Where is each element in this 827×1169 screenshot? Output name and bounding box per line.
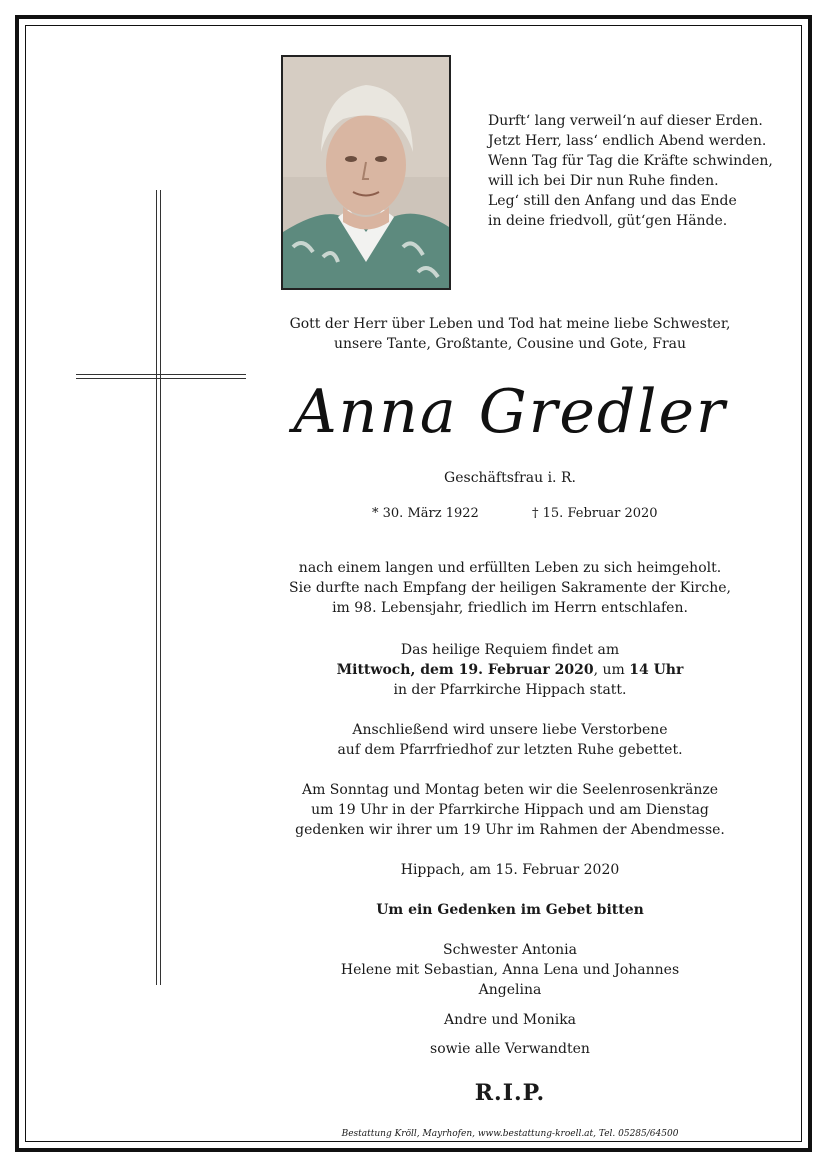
deceased-name: Anna Gredler bbox=[293, 377, 727, 447]
cross-icon-vertical-line bbox=[160, 190, 161, 985]
burial-line: auf dem Pfarrfriedhof zur letzten Ruhe gebettet. bbox=[337, 742, 683, 758]
rosary-line: um 19 Uhr in der Pfarrkirche Hippach und am Dienstag bbox=[311, 802, 709, 818]
mourner-line: Angelina bbox=[478, 982, 542, 998]
birth-date: * 30. März 1922 bbox=[372, 506, 479, 521]
funeral-home-footer: Bestattung Kröll, Mayrhofen, www.bestattung-kroell.at, Tel. 05285/64500 bbox=[341, 1129, 679, 1139]
cross-icon-horizontal-line bbox=[76, 378, 246, 379]
poem-line: will ich bei Dir nun Ruhe finden. bbox=[488, 173, 719, 189]
portrait-photo bbox=[281, 55, 451, 290]
requiem-datetime bbox=[270, 660, 750, 680]
rosary-line: gedenken wir ihrer um 19 Uhr im Rahmen der Abendmesse. bbox=[295, 822, 725, 838]
requiem-text bbox=[270, 640, 750, 700]
portrait-illustration bbox=[283, 57, 449, 288]
rip-heading: R.I.P. bbox=[474, 1080, 546, 1106]
place-date: Hippach, am 15. Februar 2020 bbox=[400, 862, 620, 878]
mourner-line: Helene mit Sebastian, Anna Lena und Johannes bbox=[340, 962, 680, 978]
passing-text bbox=[270, 558, 750, 618]
rosary-text bbox=[270, 780, 750, 840]
requiem-day: Mittwoch, dem 19. Februar 2020 bbox=[336, 662, 594, 678]
intro-text bbox=[270, 314, 750, 354]
poem-line: Durft‘ lang verweil‘n auf dieser Erden. bbox=[488, 113, 763, 129]
burial-line: Anschließend wird unsere liebe Verstorbene bbox=[352, 722, 668, 738]
passing-line: im 98. Lebensjahr, friedlich im Herrn entschlafen. bbox=[332, 600, 688, 616]
poem bbox=[488, 111, 788, 231]
requiem-line: Das heilige Requiem findet am bbox=[400, 642, 620, 658]
rosary-line: Am Sonntag und Montag beten wir die Seelenrosenkränze bbox=[301, 782, 719, 798]
requiem-time: 14 Uhr bbox=[629, 662, 684, 678]
requiem-line: in der Pfarrkirche Hippach statt. bbox=[393, 682, 627, 698]
prayer-request: Um ein Gedenken im Gebet bitten bbox=[376, 902, 644, 918]
mourner-line: Andre und Monika bbox=[443, 1012, 577, 1028]
mourner-line: Schwester Antonia bbox=[443, 942, 577, 958]
burial-text bbox=[270, 720, 750, 760]
cross-icon-vertical-line bbox=[156, 190, 157, 985]
poem-line: Wenn Tag für Tag die Kräfte schwinden, bbox=[488, 153, 773, 169]
intro-line: unsere Tante, Großtante, Cousine und Gote, Frau bbox=[333, 336, 687, 352]
poem-line: in deine friedvoll, güt‘gen Hände. bbox=[488, 213, 728, 229]
death-date: † 15. Februar 2020 bbox=[532, 506, 658, 521]
poem-line: Jetzt Herr, lass‘ endlich Abend werden. bbox=[488, 133, 767, 149]
cross-icon-horizontal-line bbox=[76, 374, 246, 375]
mourners bbox=[270, 940, 750, 1000]
mourner-line: sowie alle Verwandten bbox=[430, 1041, 590, 1057]
occupation: Geschäftsfrau i. R. bbox=[444, 470, 576, 486]
requiem-separator: , um bbox=[593, 662, 630, 678]
poem-line: Leg‘ still den Anfang und das Ende bbox=[488, 193, 737, 209]
intro-line: Gott der Herr über Leben und Tod hat meine liebe Schwester, bbox=[289, 316, 731, 332]
passing-line: nach einem langen und erfüllten Leben zu sich heimgeholt. bbox=[298, 560, 722, 576]
passing-line: Sie durfte nach Empfang der heiligen Sakramente der Kirche, bbox=[289, 580, 731, 596]
